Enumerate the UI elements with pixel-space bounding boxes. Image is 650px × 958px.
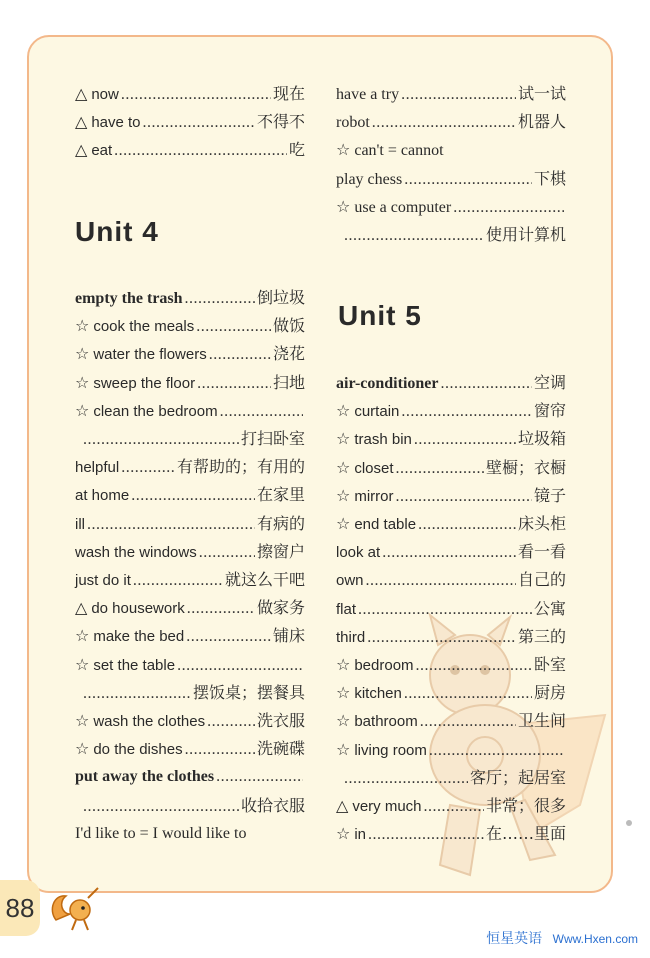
vocab-entry <box>75 397 305 425</box>
vocab-entry <box>336 425 566 453</box>
footer-url[interactable]: Www.Hxen.com <box>552 932 638 946</box>
vocab-entry <box>336 369 566 397</box>
english-term: at home <box>75 487 130 505</box>
english-term: sweep the floor <box>93 374 196 392</box>
vocab-entry <box>336 221 566 249</box>
vocab-entry <box>336 108 566 136</box>
chinese-translation: 在家里 <box>256 485 305 505</box>
unit-4-heading: Unit 4 <box>75 216 159 247</box>
vocab-entry <box>75 136 305 164</box>
chinese-translation: 铺床 <box>272 626 305 646</box>
vocab-entry <box>336 736 566 764</box>
english-term: own <box>336 572 364 590</box>
star-marker-icon: ☆ <box>336 739 351 759</box>
vocab-entry <box>75 425 305 453</box>
chinese-translation: 就这么干吧 <box>224 570 305 589</box>
english-term: empty the trash <box>75 290 183 307</box>
vocab-entry <box>336 764 566 792</box>
star-marker-icon: ☆ <box>336 711 351 731</box>
dot-leader <box>199 539 255 567</box>
vocab-entry <box>336 80 566 108</box>
chinese-translation: 壁橱；衣橱 <box>485 457 566 477</box>
vocab-entry <box>336 454 566 482</box>
english-term: in <box>354 826 367 844</box>
english-term: helpful <box>75 459 120 477</box>
dot-leader <box>401 398 532 426</box>
vocab-entry <box>336 482 566 510</box>
star-marker-icon: ☆ <box>336 457 351 477</box>
chinese-translation: 垃圾箱 <box>517 429 566 449</box>
star-marker-icon: ☆ <box>75 654 90 674</box>
dot-leader <box>114 137 287 165</box>
dot-leader <box>424 793 484 821</box>
chinese-translation: 浇花 <box>272 344 305 364</box>
dot-leader <box>187 595 255 623</box>
vocab-entry <box>75 284 305 312</box>
triangle-marker-icon: △ <box>75 84 88 103</box>
vocab-entry <box>75 735 305 763</box>
chinese-translation: 吃 <box>288 140 305 160</box>
english-term: flat <box>336 600 357 618</box>
dot-leader <box>344 765 468 793</box>
english-term: robot <box>336 114 370 132</box>
chinese-translation: 公寓 <box>533 598 566 618</box>
dot-leader <box>382 539 516 567</box>
vocab-entry <box>336 623 566 651</box>
dot-leader <box>220 398 303 426</box>
english-term: end table <box>354 516 417 533</box>
english-term: closet <box>354 459 394 477</box>
chinese-translation: 在……里面 <box>485 824 566 844</box>
dot-leader <box>396 455 484 483</box>
vocab-entry <box>75 763 305 791</box>
english-term: third <box>336 628 366 646</box>
chinese-translation: 收拾衣服 <box>240 795 305 815</box>
vocab-entry <box>336 679 566 707</box>
star-marker-icon: ☆ <box>75 400 90 420</box>
dot-leader <box>404 166 532 194</box>
chinese-translation: 有病的 <box>256 513 305 533</box>
vocab-entry <box>75 651 305 679</box>
triangle-marker-icon: △ <box>75 112 88 132</box>
squirrel-icon <box>48 880 104 936</box>
chinese-translation: 空调 <box>533 373 566 392</box>
english-term: cook the meals <box>93 318 195 336</box>
chinese-translation: 不得不 <box>256 112 305 132</box>
vocab-entry <box>75 679 305 707</box>
chinese-translation: 扫地 <box>272 372 305 392</box>
chinese-translation: 非常；很多 <box>485 796 566 815</box>
english-term: trash bin <box>354 431 412 449</box>
star-marker-icon: ☆ <box>75 626 90 646</box>
vocab-entry <box>75 707 305 735</box>
star-marker-icon: ☆ <box>336 514 351 533</box>
vocab-entry <box>75 369 305 397</box>
dot-leader <box>401 81 516 109</box>
english-term: make the bed <box>93 628 185 646</box>
english-term: mirror <box>354 487 394 505</box>
vocab-entry <box>336 595 566 623</box>
vocab-entry <box>75 481 305 509</box>
english-term: water the flowers <box>93 346 207 364</box>
vocab-entry <box>336 538 566 566</box>
triangle-marker-icon: △ <box>75 598 88 618</box>
dot-leader <box>83 680 191 708</box>
chinese-translation: 倒垃圾 <box>256 288 305 307</box>
vocab-entry <box>75 622 305 650</box>
english-term: set the table <box>93 656 176 674</box>
vocab-entry <box>75 792 305 820</box>
chinese-translation: 下棋 <box>533 168 566 188</box>
english-term: do the dishes <box>93 741 183 759</box>
dot-leader <box>441 370 532 398</box>
chinese-translation: 厨房 <box>533 683 566 703</box>
english-term: curtain <box>354 403 400 421</box>
english-term: living room <box>354 741 427 759</box>
dot-leader <box>196 313 271 341</box>
english-term: have a try <box>336 86 400 103</box>
triangle-marker-icon: △ <box>336 796 349 815</box>
dot-leader <box>209 341 271 369</box>
dot-leader <box>186 623 271 651</box>
footer-brand: 恒星英语 <box>486 931 543 947</box>
dot-leader <box>453 194 564 222</box>
english-term: play chess <box>336 170 403 188</box>
vocab-entry <box>336 397 566 425</box>
star-marker-icon: ☆ <box>75 316 90 336</box>
dot-leader <box>420 708 516 736</box>
dot-leader <box>414 426 516 454</box>
vocab-entry <box>336 707 566 735</box>
site-footer <box>486 928 638 948</box>
vocab-entry <box>336 792 566 820</box>
dot-leader <box>197 370 271 398</box>
vocab-entry <box>336 193 566 221</box>
dot-leader <box>185 285 255 313</box>
chinese-translation: 客厅；起居室 <box>469 767 566 787</box>
english-term: very much <box>352 798 422 815</box>
vocab-entry <box>75 594 305 622</box>
english-term: bedroom <box>354 657 414 674</box>
page-number: 88 <box>0 880 40 936</box>
english-term: just do it <box>75 572 131 589</box>
chinese-translation: 摆饭桌；摆餐具 <box>192 682 305 702</box>
dot-leader <box>121 454 175 482</box>
dot-leader <box>372 109 516 137</box>
star-marker-icon: ☆ <box>336 401 351 421</box>
star-marker-icon: ☆ <box>336 485 351 505</box>
english-term: clean the bedroom <box>93 402 218 420</box>
chinese-translation: 机器人 <box>517 112 566 132</box>
chinese-translation: 镜子 <box>533 485 566 505</box>
dot-leader <box>121 81 271 109</box>
star-marker-icon: ☆ <box>75 711 90 730</box>
dot-leader <box>133 567 223 595</box>
star-marker-icon: ☆ <box>336 140 351 160</box>
english-term: now <box>91 86 119 103</box>
star-marker-icon: ☆ <box>75 739 90 759</box>
dot-leader <box>83 793 239 821</box>
vocab-entry <box>336 651 566 679</box>
unit-5-heading: Unit 5 <box>338 300 422 331</box>
star-marker-icon: ☆ <box>75 372 90 392</box>
chinese-translation: 擦窗户 <box>256 541 305 561</box>
vocab-entry <box>75 312 305 340</box>
english-term: I'd like to = I would like to <box>75 824 247 842</box>
chinese-translation: 打扫卧室 <box>240 429 305 448</box>
page-dot <box>626 820 632 826</box>
english-term: do housework <box>91 600 185 618</box>
chinese-translation: 有帮助的；有用的 <box>176 457 305 477</box>
dot-leader <box>358 596 532 624</box>
star-marker-icon: ☆ <box>336 824 351 844</box>
vocab-entry <box>336 566 566 594</box>
vocab-entry <box>75 820 305 848</box>
vocab-entry <box>75 453 305 481</box>
dot-leader <box>207 708 255 736</box>
english-term: use a computer <box>354 198 452 216</box>
chinese-translation: 做家务 <box>256 598 305 618</box>
vocab-entry <box>75 340 305 368</box>
chinese-translation: 自己的 <box>517 570 566 590</box>
dot-leader <box>418 511 516 539</box>
english-term: can't = cannot <box>354 142 444 160</box>
english-term: bathroom <box>354 713 418 731</box>
english-term: wash the windows <box>75 543 197 561</box>
vocab-entry <box>75 510 305 538</box>
dot-leader <box>216 763 303 791</box>
english-term: have to <box>91 114 141 132</box>
vocab-entry <box>75 108 305 136</box>
english-term: air-conditioner <box>336 375 439 392</box>
dot-leader <box>143 109 255 137</box>
chinese-translation: 洗碗碟 <box>256 739 305 759</box>
chinese-translation: 看一看 <box>517 542 566 562</box>
dot-leader <box>131 482 255 510</box>
dot-leader <box>87 511 255 539</box>
vocab-entry <box>75 566 305 594</box>
chinese-translation: 洗衣服 <box>256 711 305 730</box>
dot-leader <box>177 652 303 680</box>
dot-leader <box>404 680 532 708</box>
star-marker-icon: ☆ <box>336 196 351 216</box>
english-term: put away the clothes <box>75 768 215 786</box>
chinese-translation: 现在 <box>272 84 305 103</box>
dot-leader <box>396 483 532 511</box>
chinese-translation: 使用计算机 <box>485 225 566 244</box>
vocab-entry <box>336 510 566 538</box>
chinese-translation: 第三的 <box>517 626 566 646</box>
triangle-marker-icon: △ <box>75 140 88 160</box>
chinese-translation: 窗帘 <box>533 401 566 421</box>
english-term: look at <box>336 544 381 562</box>
vocab-entry <box>336 136 566 164</box>
english-term: kitchen <box>354 685 402 703</box>
chinese-translation: 卫生间 <box>517 711 566 731</box>
english-term: ill <box>75 515 85 533</box>
english-term: eat <box>91 142 113 160</box>
dot-leader <box>344 222 484 250</box>
star-marker-icon: ☆ <box>336 429 351 449</box>
dot-leader <box>429 737 564 765</box>
star-marker-icon: ☆ <box>75 344 90 364</box>
chinese-translation: 做饭 <box>272 316 305 336</box>
star-marker-icon: ☆ <box>336 655 351 674</box>
vocab-entry <box>336 820 566 848</box>
vocab-entry <box>75 80 305 108</box>
dot-leader <box>367 624 516 652</box>
dot-leader <box>185 736 255 764</box>
dot-leader <box>416 652 532 680</box>
star-marker-icon: ☆ <box>336 683 351 703</box>
vocab-entry <box>336 165 566 193</box>
chinese-translation: 试一试 <box>517 84 566 103</box>
chinese-translation: 卧室 <box>533 655 566 674</box>
chinese-translation: 床头柜 <box>517 514 566 533</box>
english-term: wash the clothes <box>93 713 206 730</box>
dot-leader <box>366 567 516 595</box>
dot-leader <box>83 426 239 454</box>
dot-leader <box>368 821 484 849</box>
vocab-entry <box>75 538 305 566</box>
